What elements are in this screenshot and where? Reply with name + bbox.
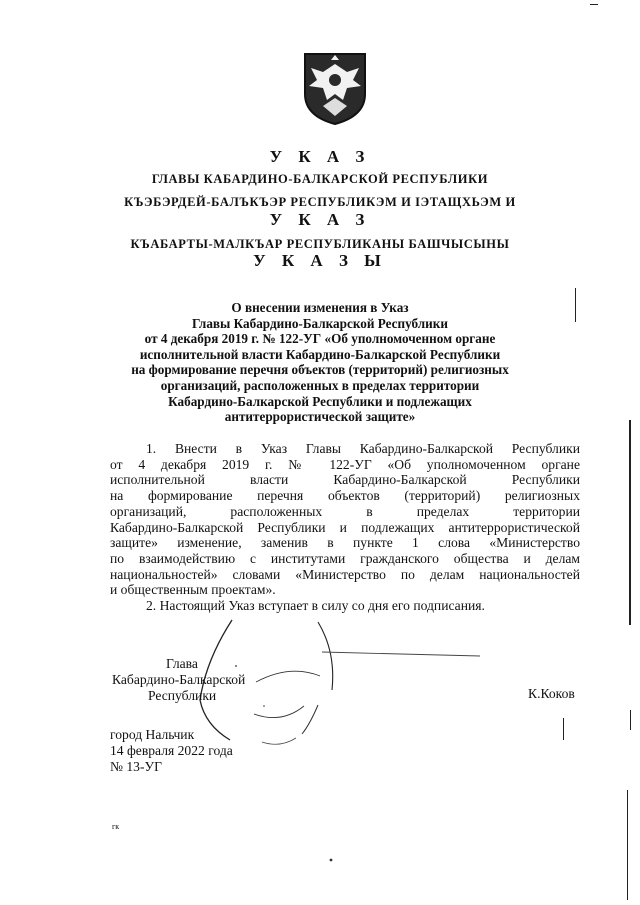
ukaz-heading-kbd: У К А З	[269, 210, 371, 229]
paragraph-1	[110, 441, 580, 614]
scan-artifact	[627, 790, 628, 900]
scan-artifact	[629, 420, 631, 625]
scan-artifact	[563, 718, 564, 740]
decree-date: 14 февраля 2022 года	[110, 743, 233, 758]
body-line: Кабардино-Балкарской Республики и подлежащих антитеррористической	[110, 519, 580, 535]
body-line: организаций, расположенных в пределах территории	[110, 503, 580, 519]
issuer-line-ru: ГЛАВЫ КАБАРДИНО-БАЛКАРСКОЙ РЕСПУБЛИКИ	[151, 172, 489, 186]
title-line: О внесении изменения в Указ	[231, 300, 409, 315]
decree-place: город Нальчик	[110, 727, 195, 742]
title-line: Главы Кабардино-Балкарской Республики	[192, 315, 448, 331]
title-line: от 4 декабря 2019 г. № 122-УГ «Об уполномоченном органе	[144, 331, 496, 347]
title-line: исполнительной власти Кабардино-Балкарской Республики	[139, 346, 501, 362]
ukaz-heading-krc: У К А З Ы	[253, 251, 387, 270]
scan-artifact	[590, 4, 598, 5]
decree-meta	[110, 727, 233, 775]
title-line: организаций, расположенных в пределах территории	[160, 377, 480, 393]
footer-code: гк	[112, 822, 120, 831]
body-line: защите» изменение, заменив в пункте 1 слова «Министерство	[110, 535, 580, 551]
body-line: исполнительной власти Кабардино-Балкарской Республики	[110, 472, 580, 488]
title-line: на формирование перечня объектов (территорий) религиозных	[131, 362, 509, 378]
body-line: на формирование перечня объектов (территорий) религиозных	[110, 488, 580, 504]
body-line: 1. Внести в Указ Главы Кабардино-Балкарской Республики	[146, 441, 580, 456]
decree-title	[100, 300, 540, 425]
issuer-line-krc: КЪАБАРТЫ-МАЛКЪАР РЕСПУБЛИКАНЫ БАШЧЫСЫНЫ	[130, 237, 510, 251]
body-line: по взаимодействию с институтами гражданского общества и делам	[110, 550, 580, 566]
signatory-position-line: Глава	[166, 656, 198, 671]
signatory-position-line: Республики	[148, 688, 217, 703]
title-line: антитеррористической защите»	[224, 409, 416, 425]
body-line: и общественным проектам».	[110, 582, 276, 598]
title-line: Кабардино-Балкарской Республики и подлежащих	[168, 393, 472, 409]
body-line: от 4 декабря 2019 г. № 122-УГ «Об уполномоченном органе	[110, 456, 580, 472]
signatory-name: К.Коков	[528, 686, 575, 701]
coat-of-arms-emblem	[301, 50, 369, 126]
signatory-position-line: Кабардино-Балкарской	[112, 672, 246, 687]
issuer-line-kbd: КЪЭБЭРДЕЙ-БАЛЪКЪЭР РЕСПУБЛИКЭМ И ІЭТАЩХЬЭМ И	[124, 195, 516, 209]
paragraph-2: 2. Настоящий Указ вступает в силу со дня его подписания.	[146, 598, 485, 614]
body-line: национальностей» словами «Министерство по делам национальностей	[110, 566, 580, 582]
decree-number: № 13-УГ	[110, 759, 162, 774]
scan-artifact	[630, 710, 631, 730]
scan-artifact	[575, 288, 576, 322]
ukaz-heading-ru: У К А З	[269, 147, 371, 166]
